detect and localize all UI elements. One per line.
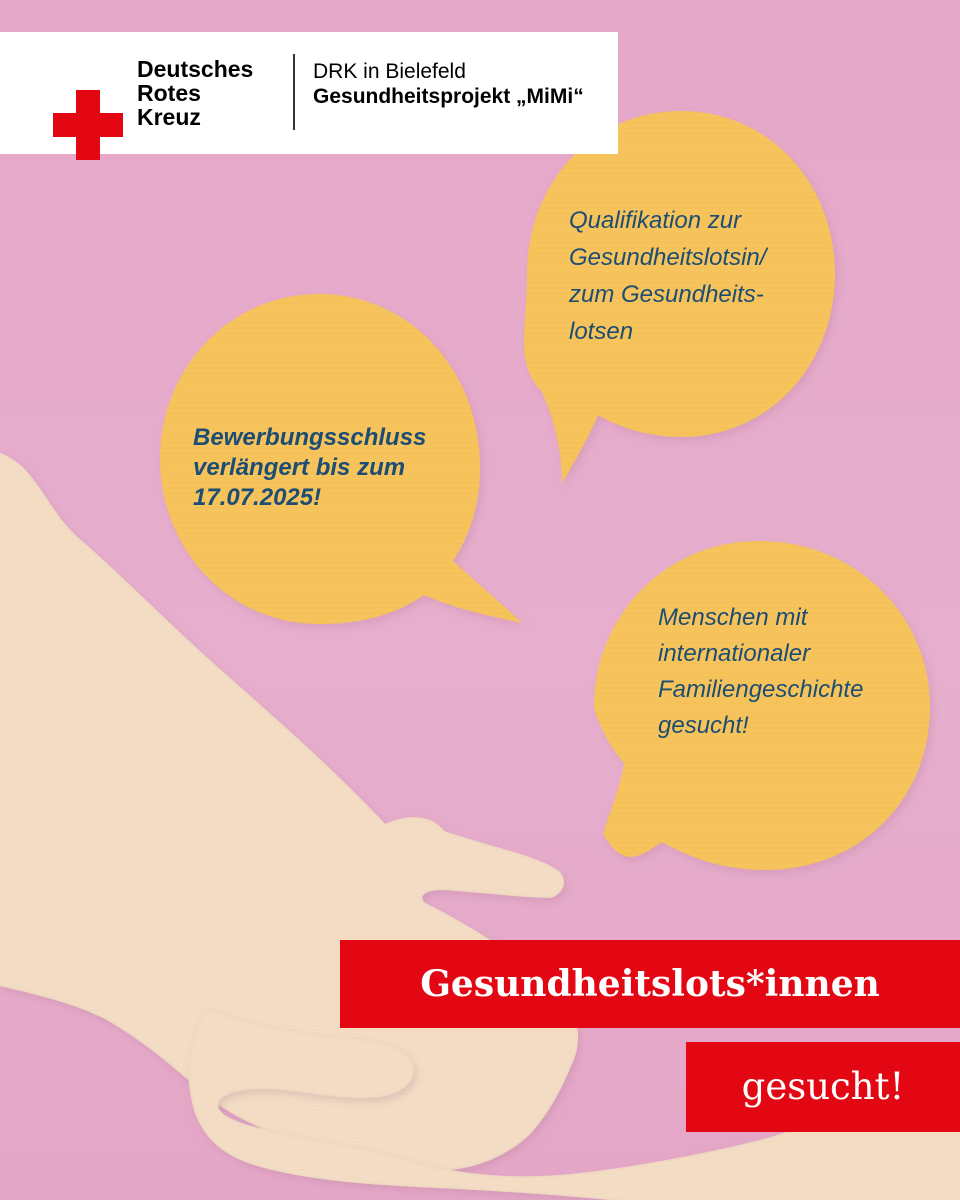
qualification-line-1: Qualifikation zur [569,207,742,234]
qualification-line-3: zum Gesundheits- [569,281,764,308]
qualification-line-2: Gesundheitslotsin/ [569,244,767,271]
application-deadline-bubble-text [193,423,479,513]
headline-banner-primary: Gesundheitslots*innen [340,940,960,1028]
deadline-line-3: 17.07.2025! [193,484,322,511]
logo-subtitle-location: DRK in Bielefeld [313,60,466,83]
family-history-line-2: internationaler [658,640,811,667]
family-history-line-4: gesucht! [658,712,749,739]
organization-name-line-1: Deutsches [137,56,254,82]
logo-subtitle-project: Gesundheitsprojekt „MiMi“ [313,85,584,108]
logo-divider [293,54,295,130]
family-history-line-1: Menschen mit [658,604,808,631]
red-cross-vertical-bar [76,90,100,160]
organization-name-line-3: Kreuz [137,104,201,130]
qualification-line-4: lotsen [569,318,634,345]
organization-name-line-2: Rotes [137,80,201,106]
qualification-bubble-text [569,202,815,350]
organization-name [137,57,287,129]
deadline-line-1: Bewerbungsschluss [193,424,427,451]
family-history-bubble-text [658,600,908,744]
deadline-line-2: verlängert bis zum [193,454,406,481]
red-cross-icon [53,90,123,160]
family-history-line-3: Familiengeschichte [658,676,864,703]
headline-banner-secondary: gesucht! [686,1042,960,1132]
